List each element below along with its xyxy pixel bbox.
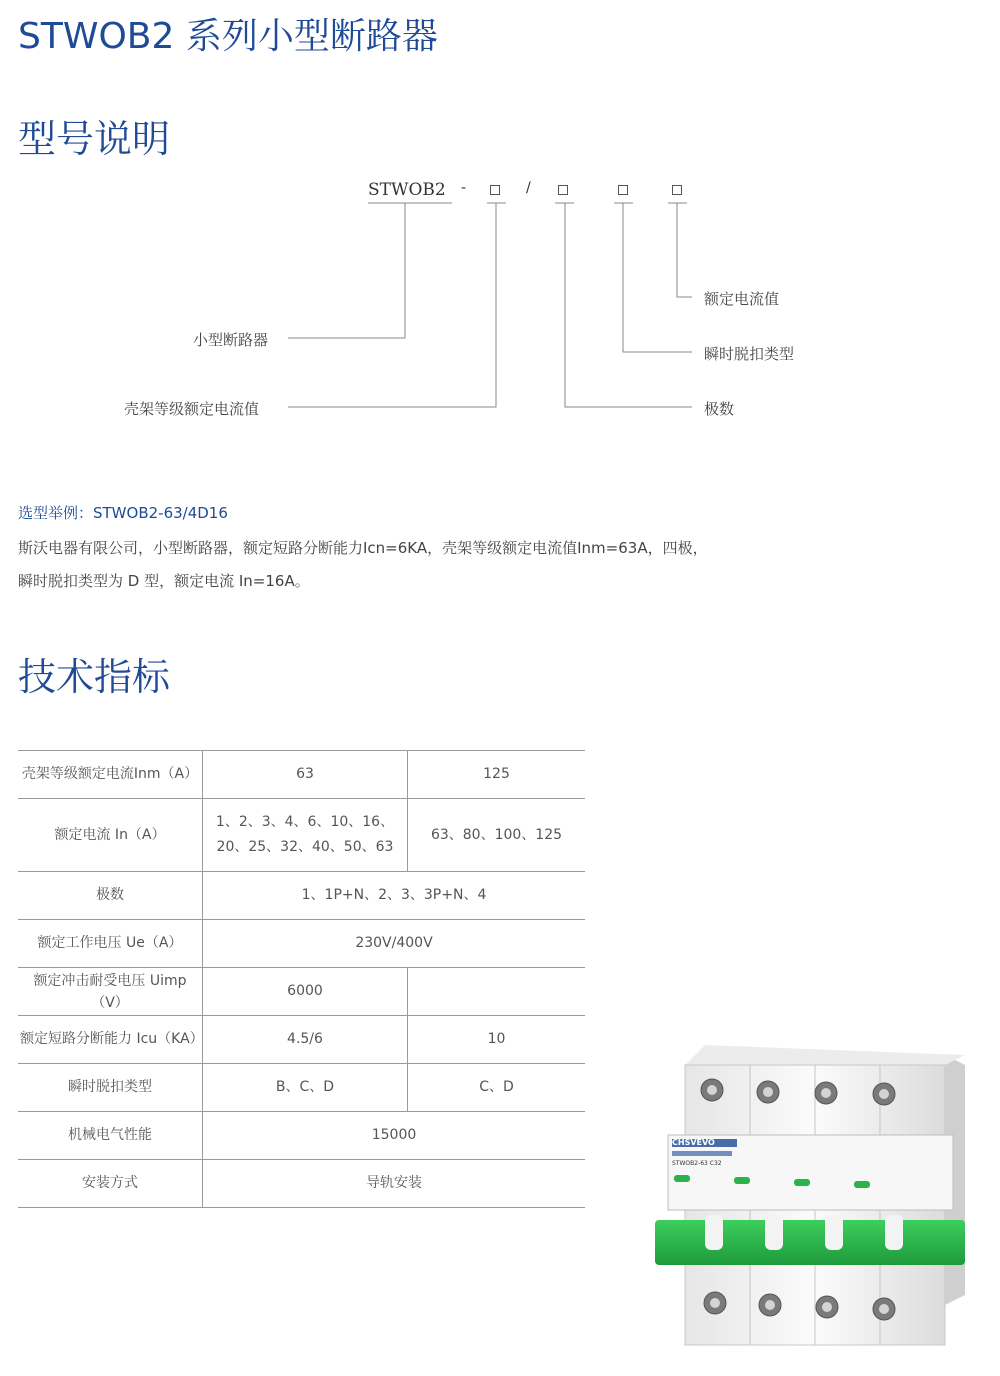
spec-value: 15000 (203, 1112, 586, 1160)
spec-value: 1、1P+N、2、3、3P+N、4 (203, 872, 586, 920)
circuit-breaker-illustration (650, 1035, 970, 1355)
model-code: STWOB2 (368, 180, 446, 200)
spec-value: 6000 (203, 968, 408, 1016)
spec-value: 10 (408, 1016, 586, 1064)
product-model-marking: STWOB2-63 C32 (672, 1160, 722, 1167)
spec-value: 1、2、3、4、6、10、16、20、25、32、40、50、63 (203, 799, 408, 872)
label-frame-current: 壳架等级额定电流值 (124, 400, 260, 418)
table-row (18, 1064, 585, 1112)
spec-value: C、D (408, 1064, 586, 1112)
selection-example-text: 斯沃电器有限公司，小型断路器，额定短路分断能力Icn=6KA，壳架等级额定电流值Inm=63A，四极， (18, 539, 708, 557)
spec-value: B、C、D (203, 1064, 408, 1112)
spec-label: 额定冲击耐受电压 Uimp（V） (18, 968, 203, 1016)
spec-table (18, 750, 585, 1208)
placeholder-box (558, 185, 568, 195)
label-small-breaker: 小型断路器 (193, 331, 269, 349)
table-row (18, 920, 585, 968)
spec-value: 63 (203, 751, 408, 799)
page-title: STWOB2 系列小型断路器 (18, 16, 438, 57)
spec-value: 230V/400V (203, 920, 586, 968)
table-row (18, 872, 585, 920)
spec-label: 额定电流 In（A） (18, 799, 203, 872)
selection-example-title: 选型举例：STWOB2-63/4D16 (18, 504, 228, 522)
spec-label: 额定短路分断能力 Icu（KA） (18, 1016, 203, 1064)
model-slash: / (526, 180, 531, 196)
model-designation-diagram (0, 160, 1000, 460)
table-row (18, 799, 585, 872)
model-section-heading: 型号说明 (18, 117, 171, 161)
placeholder-box (490, 185, 500, 195)
spec-label: 极数 (18, 872, 203, 920)
spec-label: 瞬时脱扣类型 (18, 1064, 203, 1112)
spec-value: 125 (408, 751, 586, 799)
table-row (18, 1016, 585, 1064)
label-trip-type: 瞬时脱扣类型 (704, 345, 795, 363)
placeholder-box (618, 185, 628, 195)
product-brand: CHSVEVO (672, 1138, 715, 1147)
product-image (650, 1035, 970, 1355)
spec-label: 壳架等级额定电流Inm（A） (18, 751, 203, 799)
model-dash: - (461, 180, 467, 196)
spec-value: 63、80、100、125 (408, 799, 586, 872)
table-row (18, 751, 585, 799)
spec-value (408, 968, 586, 1016)
table-row (18, 968, 585, 1016)
table-row (18, 1160, 585, 1208)
selection-example-text: 瞬时脱扣类型为 D 型，额定电流 In=16A。 (18, 572, 310, 590)
spec-value: 4.5/6 (203, 1016, 408, 1064)
spec-label: 安装方式 (18, 1160, 203, 1208)
spec-label: 机械电气性能 (18, 1112, 203, 1160)
table-row (18, 1112, 585, 1160)
label-rated-current: 额定电流值 (704, 290, 780, 308)
placeholder-box (672, 185, 682, 195)
spec-label: 额定工作电压 Ue（A） (18, 920, 203, 968)
label-poles: 极数 (704, 400, 735, 418)
specs-section-heading: 技术指标 (18, 655, 171, 699)
spec-value: 导轨安装 (203, 1160, 586, 1208)
